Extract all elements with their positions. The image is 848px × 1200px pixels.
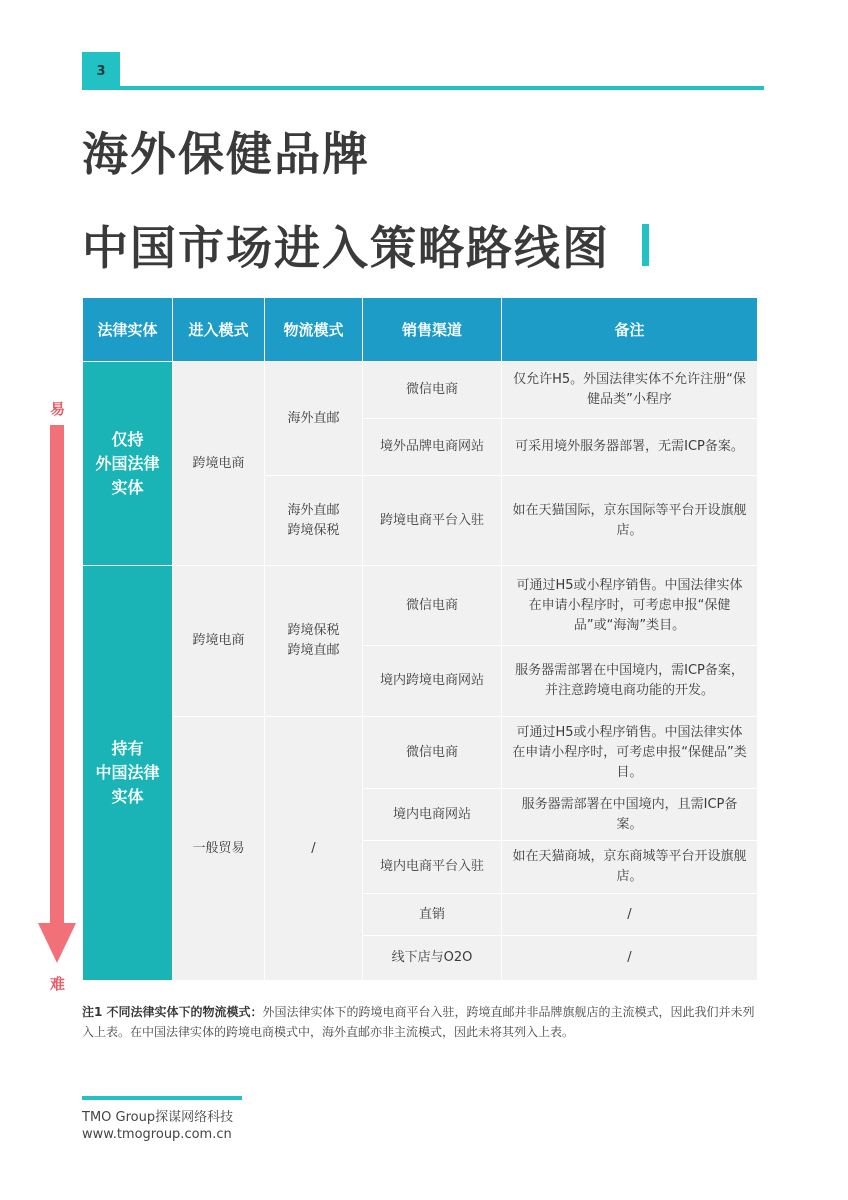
table-row (83, 362, 758, 419)
table-row (83, 566, 758, 646)
note-cell: 如在天猫国际，京东国际等平台开设旗舰店。 (502, 476, 758, 566)
easy-label: 易 (50, 400, 66, 418)
header-entry-mode: 进入模式 (173, 298, 265, 362)
entity-foreign-only: 仅持 外国法律 实体 (83, 362, 173, 566)
footnote-text: 外国法律实体下的跨境电商平台入驻，跨境直邮并非品牌旗舰店的主流模式，因此我们并未列入上表。在中国法律实体的跨境电商模式中，海外直邮亦非主流模式，因此未将其列入上表。 (82, 1005, 755, 1039)
title-accent-bar (642, 224, 649, 266)
header-logistics-mode: 物流模式 (265, 298, 363, 362)
entry-mode-cell: 一般贸易 (173, 717, 265, 981)
footer-divider (82, 1096, 242, 1100)
footer-url[interactable]: www.tmogroup.com.cn (82, 1127, 232, 1142)
header-legal-entity: 法律实体 (83, 298, 173, 362)
channel-cell: 微信电商 (363, 566, 502, 646)
logistics-cell: / (265, 717, 363, 981)
note-cell: / (502, 936, 758, 981)
channel-cell: 微信电商 (363, 717, 502, 789)
channel-cell: 跨境电商平台入驻 (363, 476, 502, 566)
channel-cell: 境内电商平台入驻 (363, 841, 502, 894)
header-notes: 备注 (502, 298, 758, 362)
note-cell: 服务器需部署在中国境内，需ICP备案，并注意跨境电商功能的开发。 (502, 646, 758, 717)
page-title-line2: 中国市场进入策略路线图 (82, 221, 610, 275)
note-cell: / (502, 894, 758, 936)
entry-mode-cell: 跨境电商 (173, 566, 265, 717)
table-row (83, 717, 758, 789)
page-number: 3 (82, 52, 120, 90)
top-divider (82, 86, 764, 90)
difficulty-arrow-shaft (50, 425, 64, 925)
entity-china: 持有 中国法律 实体 (83, 566, 173, 981)
note-cell: 可通过H5或小程序销售。中国法律实体在申请小程序时，可考虑申报“保健品”或“海淘”类目。 (502, 566, 758, 646)
table-header-row (83, 298, 758, 362)
footnote (82, 1002, 766, 1042)
channel-cell: 直销 (363, 894, 502, 936)
note-cell: 仅允许H5。外国法律实体不允许注册“保健品类”小程序 (502, 362, 758, 419)
difficulty-arrow-head-icon (38, 923, 76, 963)
strategy-table (82, 297, 758, 981)
note-cell: 服务器需部署在中国境内，且需ICP备案。 (502, 789, 758, 841)
logistics-cell: 海外直邮 (265, 362, 363, 476)
channel-cell: 境内跨境电商网站 (363, 646, 502, 717)
channel-cell: 微信电商 (363, 362, 502, 419)
channel-cell: 线下店与O2O (363, 936, 502, 981)
header-sales-channel: 销售渠道 (363, 298, 502, 362)
footnote-label: 注1 不同法律实体下的物流模式： (82, 1005, 263, 1019)
note-cell: 如在天猫商城，京东商城等平台开设旗舰店。 (502, 841, 758, 894)
page-title-line1: 海外保健品牌 (82, 127, 370, 181)
channel-cell: 境内电商网站 (363, 789, 502, 841)
note-cell: 可通过H5或小程序销售。中国法律实体在申请小程序时，可考虑申报“保健品”类目。 (502, 717, 758, 789)
logistics-cell: 海外直邮 跨境保税 (265, 476, 363, 566)
note-cell: 可采用境外服务器部署，无需ICP备案。 (502, 419, 758, 476)
channel-cell: 境外品牌电商网站 (363, 419, 502, 476)
footer-company: TMO Group探谋网络科技 (82, 1110, 234, 1125)
hard-label: 难 (50, 975, 66, 993)
logistics-cell: 跨境保税 跨境直邮 (265, 566, 363, 717)
entry-mode-cell: 跨境电商 (173, 362, 265, 566)
